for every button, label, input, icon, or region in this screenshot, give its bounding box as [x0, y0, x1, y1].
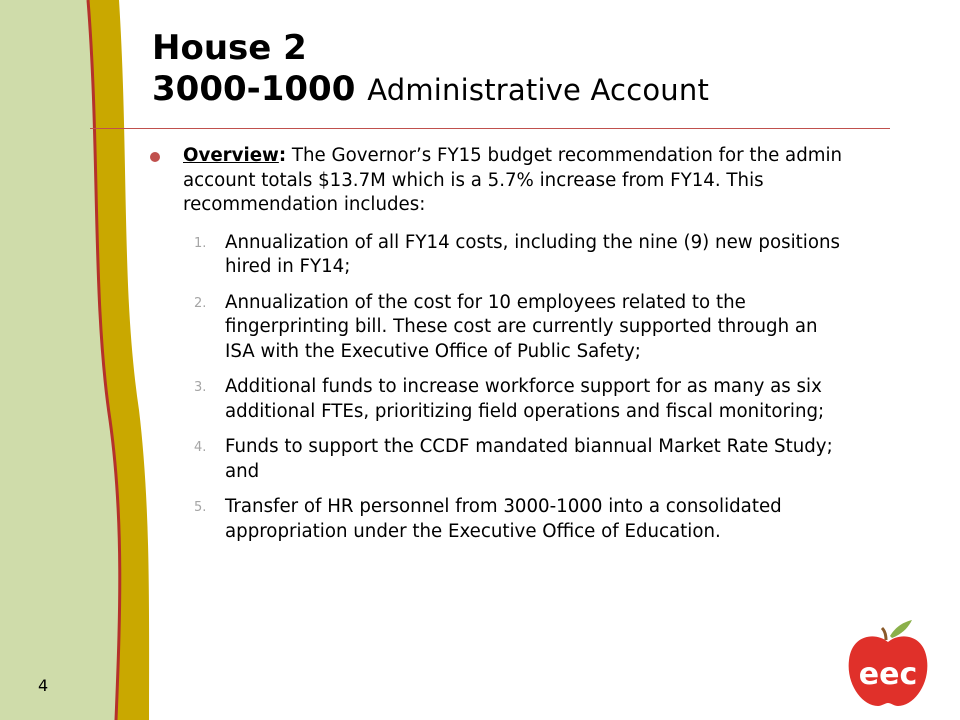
list-item-number: 4.: [194, 440, 207, 455]
list-item-number: 2.: [194, 295, 207, 311]
list-item-text: Additional funds to increase workforce support for as many as six additional FTEs, prioritizing field operations and fiscal monitoring;: [225, 376, 825, 422]
list-item-text: Transfer of HR personnel from 3000-1000 into a consolidated appropriation under the Executive Office of Education.: [225, 496, 782, 542]
list-item: [150, 375, 850, 424]
overview-text: The Governor’s FY15 budget recommendation for the admin account totals $13.7M which is a 5.7% increase from FY14. This recommendation includes:: [183, 145, 843, 215]
list-item: [150, 495, 850, 544]
bullet-dot-icon: [150, 152, 160, 162]
list-item-number: 1.: [194, 235, 207, 251]
title-line-2: [152, 68, 709, 111]
overview-colon: :: [278, 145, 287, 166]
list-item-number: 3.: [194, 380, 207, 395]
list-item: [150, 435, 850, 484]
slide-title: [152, 28, 709, 111]
title-line-1: House 2: [152, 28, 307, 68]
title-divider: [90, 128, 890, 129]
list-item: [150, 291, 850, 365]
list-item-text: Annualization of the cost for 10 employees related to the fingerprinting bill. These cost are currently supported through an ISA with the Executive Office of Public Safety;: [225, 291, 818, 362]
overview-label: Overview: [183, 145, 279, 166]
logo-text: eec: [858, 657, 918, 692]
list-item-number: 5.: [194, 500, 207, 515]
slide-body: [150, 144, 850, 544]
eec-apple-logo-icon: [846, 618, 930, 710]
overview-bullet: [150, 144, 850, 218]
recommendation-list: [150, 231, 850, 545]
list-item-text: Annualization of all FY14 costs, including the nine (9) new positions hired in FY14;: [225, 231, 840, 277]
list-item: [150, 231, 850, 280]
account-name: Administrative Account: [367, 73, 710, 107]
account-code: 3000-1000: [152, 69, 356, 109]
page-number: 4: [38, 676, 49, 695]
list-item-text: Funds to support the CCDF mandated biannual Market Rate Study; and: [225, 436, 833, 482]
